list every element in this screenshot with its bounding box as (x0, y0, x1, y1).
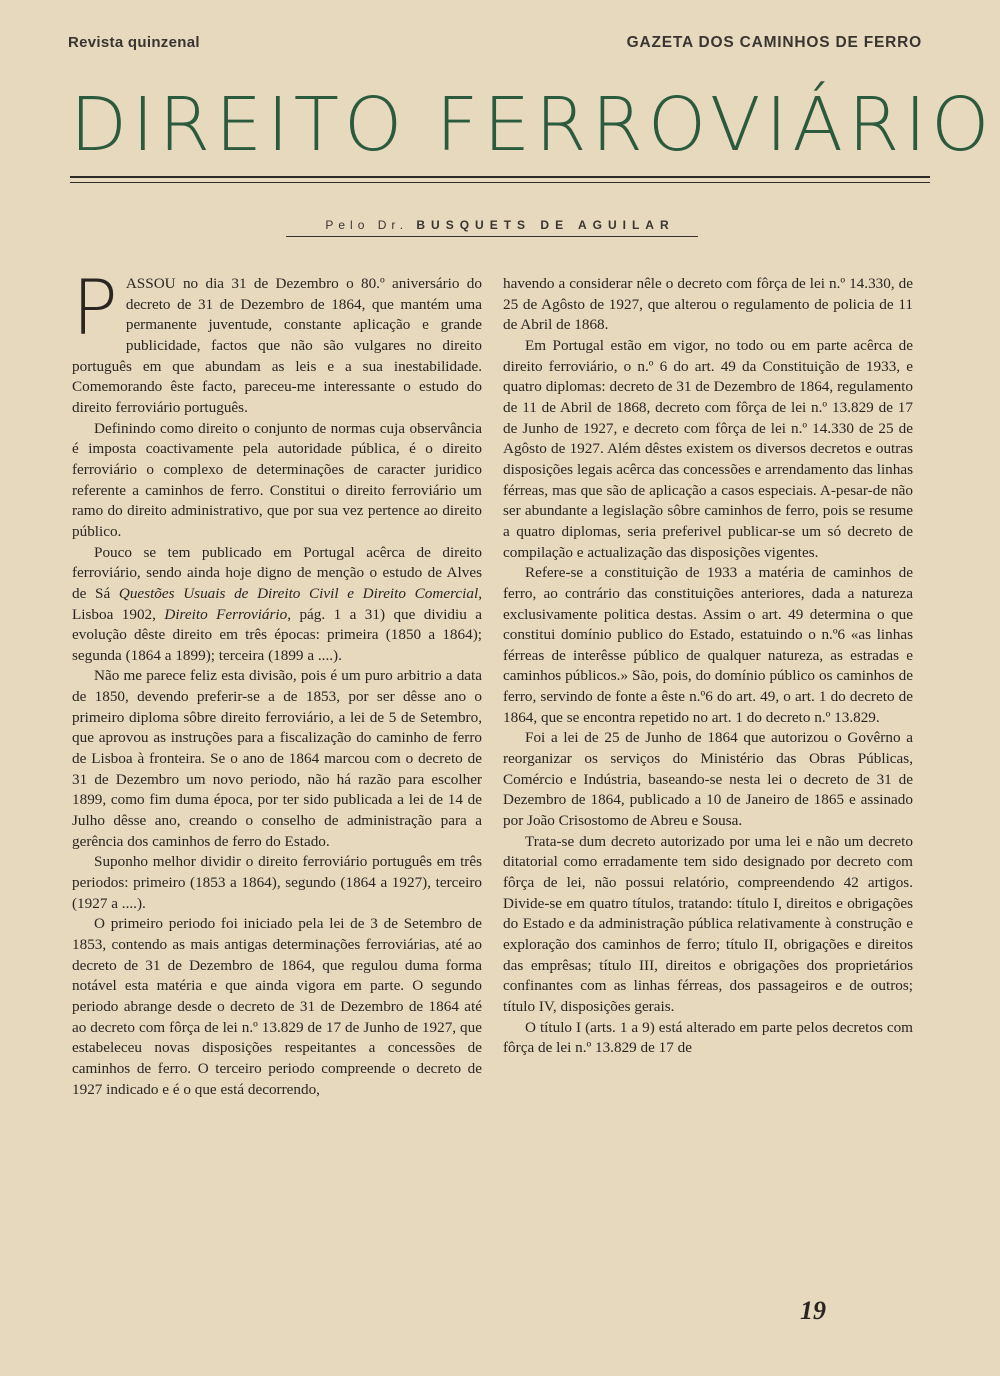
article-title: DIREITO FERROVIÁRIO (70, 82, 995, 168)
paragraph: havendo a considerar nêle o decreto com fôrça de lei n.º 14.330, de 25 de Agôsto de 1927, que alterou o regulamento de policia de 11 de Abril de 1868. (503, 275, 913, 334)
byline (0, 218, 1000, 232)
byline-author: BUSQUETS DE AGUILAR (416, 218, 675, 232)
paragraph-text: , Lisboa 1902, (72, 584, 482, 623)
paragraph (72, 263, 482, 419)
article-column-left (72, 263, 482, 1100)
paragraph: O primeiro periodo foi iniciado pela lei de 3 de Setembro de 1853, contendo as mais antigas determinações ferroviárias, até ao decreto de 31 de Dezembro de 1864, que regulou duma forma notável esta matéria e que ainda vigora em parte. O segundo periodo abrange desde o decreto de 31 de Dezembro de 1864 até ao decreto com fôrça de lei n.º 13.829 de 17 de Junho de 1927, que estabeleceu novas disposições respeitantes a concessões de caminhos de ferro. O terceiro periodo compreende o decreto de 1927 indicado e é o que está decorrendo, (72, 915, 482, 1098)
paragraph: Em Portugal estão em vigor, no todo ou em parte acêrca de direito ferroviário, o n.º 6 do art. 49 da Constituição de 1933, e quatro diplomas: decreto de 31 de Dezembro de 1864, regulamento de 11 de Abril de 1868, decreto com fôrça de lei n.º 13.829 de 17 de Junho de 1927, e decreto com fôrça de lei n.º 14.330 de 25 de Agôsto de 1927. Além dêstes existem os diversos decretos e outras disposições legais acêrca das concessões e arrendamento das linhas férreas, mas que são de aplicação a casos especiais. A-pesar-de não ser abundante a legislação sôbre caminhos de ferro, pois se resume a quatro diplomas, seria preferivel publicar-se um só decreto de compilação e actualização das disposições vigentes. (503, 336, 913, 561)
title-rule-thick (70, 176, 930, 178)
byline-prefix: Pelo Dr. (325, 218, 409, 232)
header-right: GAZETA DOS CAMINHOS DE FERRO (626, 34, 922, 51)
paragraph-text: ASSOU no dia 31 de Dezembro o 80.º aniversário do decreto de 31 de Dezembro de 1864, que mantém uma permanente juventude, constante aplicação e grande publicidade, factos que não são vulgares no direito português em que abundam as leis e a sua inestabilidade. Comemorando êste facto, pareceu-me interessante o estudo do direito ferroviário português. (72, 275, 482, 416)
paragraph: Refere-se a constituição de 1933 a matéria de caminhos de ferro, ao contrário das constituições anteriores, dada a natureza exclusivamente politica destas. Assim o art. 49 determina o que constitui domínio publico do Estado, estatuindo o n.º6 «as linhas férreas de interêsse público de qualquer natureza, as estradas e caminhos públicos.» São, pois, do domínio público os caminhos de ferro, servindo de fonte a êste n.º6 do art. 49, o art. 1 do decreto de 1864, que se encontra repetido no art. 1 do decreto n.º 13.829. (503, 564, 913, 726)
byline-underline (286, 236, 698, 237)
paragraph: O título I (arts. 1 a 9) está alterado em parte pelos decretos com fôrça de lei n.º 13.829 de 17 de (503, 1018, 913, 1057)
paragraph-text: , pág. 1 a 31) que dividiu a evolução dêste direito em três épocas: primeira (1850 a 1864); segunda (1864 a 1899); terceira (1899 a ....). (72, 605, 482, 664)
title-rule-thin (70, 182, 930, 183)
book-title: Questões Usuais de Direito Civil e Direito Comercial (118, 584, 479, 602)
drop-cap: P (72, 263, 118, 352)
running-head (68, 34, 922, 58)
paragraph: Definindo como direito o conjunto de normas cuja observância é imposta coactivamente pela autoridade pública, é o direito ferroviário o complexo de determinações de caracter juridico referente a caminhos de ferro. Constitui o direito ferroviário um ramo do direito administrativo, que por sua vez pertence ao direito público. (72, 419, 482, 540)
paragraph: Foi a lei de 25 de Junho de 1864 que autorizou o Govêrno a reorganizar os serviços do Ministério das Obras Públicas, Comércio e Indústria, baseando-se nesta lei o decreto de 31 de Dezembro de 1864, publicado a 10 de Janeiro de 1865 e assinado por João Crisostomo de Abreu e Sousa. (503, 729, 913, 830)
paragraph-text: Pouco se tem publicado em Portugal acêrca de direito ferroviário, sendo ainda hoje digno de menção o estudo de Alves de Sá (72, 543, 482, 602)
paragraph: Não me parece feliz esta divisão, pois é um puro arbitrio a data de 1850, devendo preferir-se a de 1853, por ser dêsse ano o primeiro diploma sôbre direito ferroviário, a lei de 5 de Setembro, que aprovou as instruções para a fiscalização do caminho de ferro de Lisboa à fronteira. Se o ano de 1864 marcou com o decreto de 31 de Dezembro um novo periodo, não há razão para escolher 1899, como fim duma época, por ter sido publicada a lei de 14 de Julho dêsse ano, creando o conselho de administração para a gerência dos caminhos de ferro do Estado. (72, 667, 482, 850)
page-number: 19 (800, 1296, 826, 1325)
book-title: Direito Ferroviário (164, 605, 288, 623)
header-left: Revista quinzenal (68, 34, 200, 51)
article-column-right (503, 274, 913, 1059)
paragraph: Trata-se dum decreto autorizado por uma lei e não um decreto ditatorial como erradamente tem sido designado por decreto com fôrça de lei, não possui relatório, compreendendo 42 artigos. Divide-se em quatro títulos, tratando: título I, direitos e obrigações do Estado e da administração pública relativamente à construção e exploração dos caminhos de ferro; título II, obrigações e direitos das emprêsas; título III, direitos e obrigações dos proprietários confinantes com as linhas férreas, dos passageiros e de outros; título IV, disposições gerais. (503, 832, 913, 1015)
paragraph: Suponho melhor dividir o direito ferroviário português em três periodos: primeiro (1853 a 1864), segundo (1864 a 1927), terceiro (1927 a ....). (72, 853, 482, 912)
paragraph (72, 543, 482, 667)
